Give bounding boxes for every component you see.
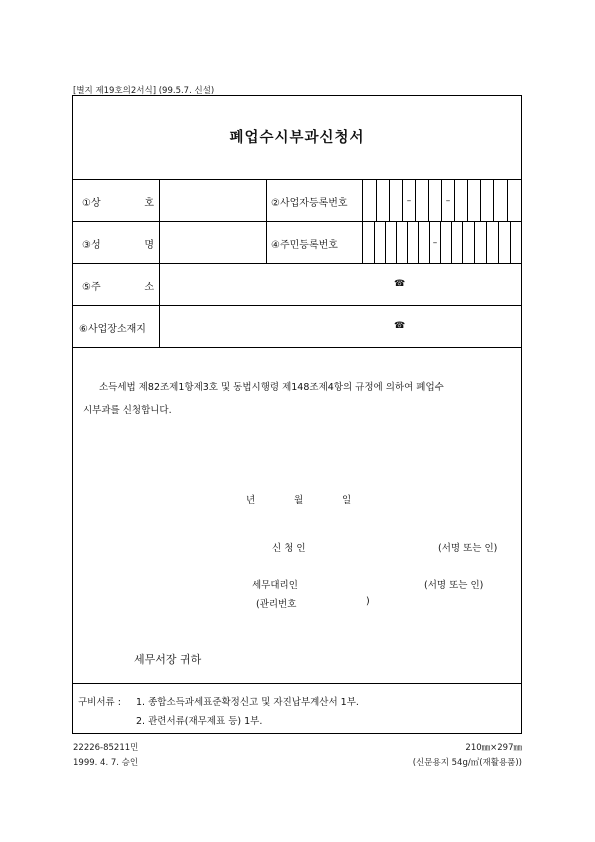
digit-cell [407, 222, 418, 263]
digit-cell [510, 222, 520, 263]
date-year-label: 년 [246, 495, 256, 506]
resident-reg-no-label: ④주민등록번호 [271, 240, 338, 251]
date-day-label: 일 [342, 495, 352, 506]
management-number-close: ) [366, 596, 370, 607]
dash-cell: – [441, 180, 454, 221]
resident-reg-no-field[interactable] [363, 222, 521, 263]
request-statement [83, 376, 513, 422]
phone-icon: ☎ [394, 321, 406, 331]
table-line [73, 683, 521, 684]
applicant-label: 신 청 인 [272, 543, 306, 554]
management-number-label: (관리번호 [256, 599, 297, 610]
form-number: 22226-85211민 [73, 743, 139, 753]
digit-cell [389, 180, 402, 221]
table-line [266, 179, 267, 263]
digit-cell [376, 180, 389, 221]
digit-cell [440, 222, 451, 263]
name-field[interactable] [160, 222, 265, 262]
digit-cell [385, 222, 396, 263]
tax-agent-label: 세무대리인 [252, 580, 298, 591]
required-documents-label: 구비서류 : [78, 697, 121, 708]
form-header-note: [별지 제19호의2서식] (99.5.7. 신설) [73, 86, 215, 96]
business-reg-no-field[interactable] [363, 180, 521, 221]
digit-cell [507, 180, 521, 221]
tax-agent-signature[interactable]: (서명 또는 인) [424, 580, 484, 591]
digit-cell [363, 180, 376, 221]
digit-cell [415, 180, 428, 221]
digit-cell [454, 180, 467, 221]
business-location-label: ⑥사업장소재지 [79, 324, 146, 335]
address-field[interactable] [160, 264, 521, 304]
recipient: 세무서장 귀하 [134, 653, 202, 666]
date-month-label: 월 [294, 495, 304, 506]
business-location-field[interactable] [160, 306, 521, 346]
form-title: 폐업수시부과신청서 [229, 130, 365, 146]
business-name-field[interactable] [160, 180, 265, 220]
digit-cell [374, 222, 385, 263]
business-name-label: ①상 호 [82, 198, 154, 209]
address-label: ⑤주 소 [82, 282, 154, 293]
statement-line: 시부과를 신청합니다. [83, 405, 172, 416]
digit-cell [486, 222, 498, 263]
dash-cell: – [429, 222, 440, 263]
applicant-signature[interactable]: (서명 또는 인) [438, 543, 498, 554]
business-reg-no-label: ②사업자등록번호 [271, 198, 348, 209]
required-document-item: 2. 관련서류(재무제표 등) 1부. [136, 716, 263, 727]
paper-spec: (신문용지 54g/㎡(재활용품)) [412, 758, 522, 768]
digit-cell [363, 222, 374, 263]
digit-cell [474, 222, 486, 263]
table-line [73, 347, 521, 348]
digit-cell [451, 222, 462, 263]
name-label: ③성 명 [82, 240, 154, 251]
digit-cell [462, 222, 474, 263]
required-document-item: 1. 종합소득과세표준확정신고 및 자진납부계산서 1부. [136, 697, 359, 708]
application-form [72, 95, 522, 734]
statement-line: 소득세법 제82조제1항제3호 및 동법시행령 제148조제4항의 규정에 의하여 폐업수 [99, 382, 444, 393]
digit-cell [428, 180, 441, 221]
digit-cell [480, 180, 493, 221]
dash-cell: – [402, 180, 415, 221]
digit-cell [493, 180, 507, 221]
phone-icon: ☎ [394, 279, 406, 289]
paper-size: 210㎜×297㎜ [465, 743, 522, 753]
digit-cell [467, 180, 480, 221]
approval-date: 1999. 4. 7. 승인 [73, 758, 139, 768]
digit-cell [498, 222, 510, 263]
digit-cell [396, 222, 407, 263]
digit-cell [418, 222, 429, 263]
